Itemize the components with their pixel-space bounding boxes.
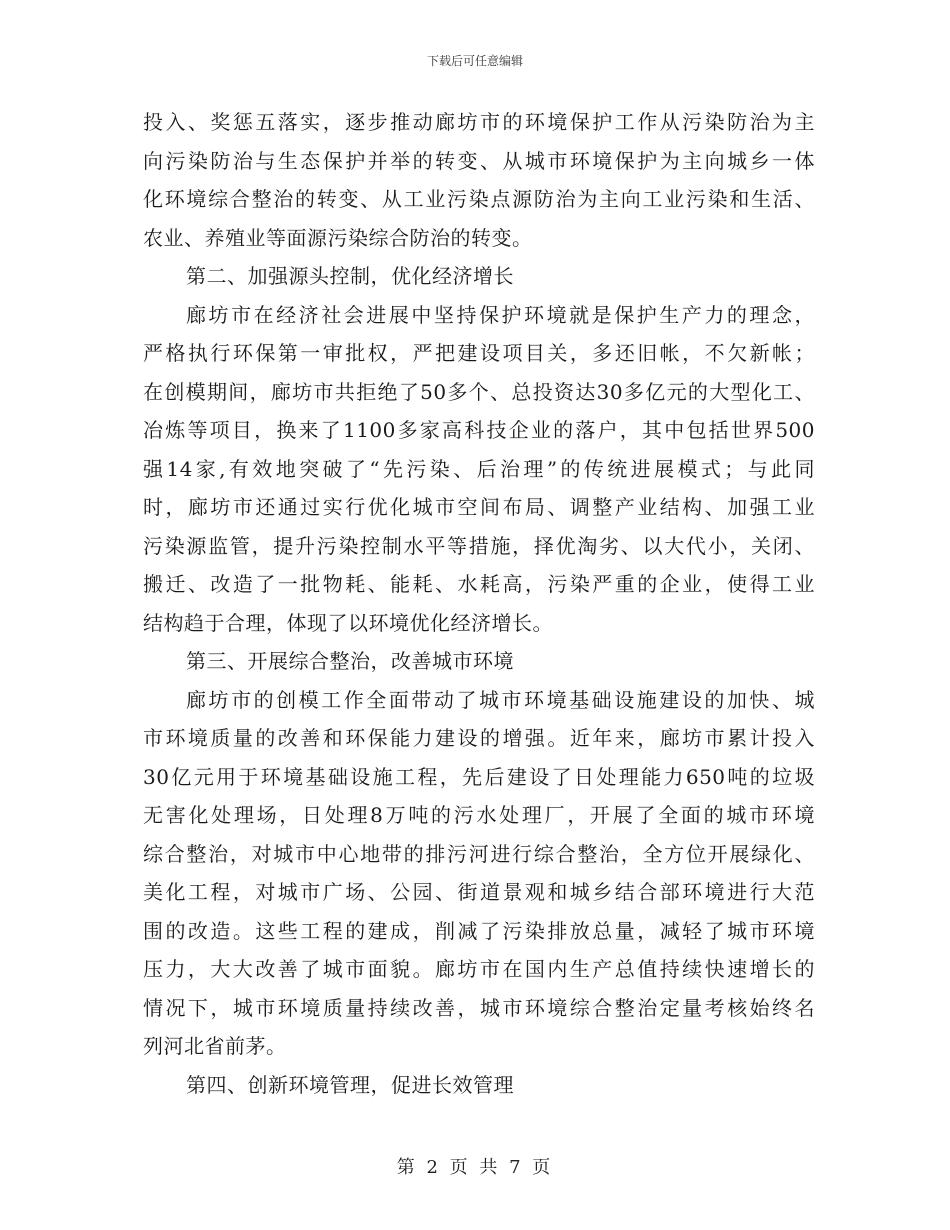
text-line: 情况下，城市环境质量持续改善，城市环境综合整治定量考核始终名 [143, 995, 815, 1020]
text-line: 严格执行环保第一审批权，严把建设项目关，多还旧帐，不欠新帐； [143, 341, 815, 365]
section-heading: 第二、加强源头控制，优化经济增长 [186, 264, 514, 288]
text-line: 围的改造。这些工程的建成，削减了污染排放总量，减轻了城市环境 [143, 918, 815, 943]
page-number: 第 2 页 共 7 页 [396, 1157, 554, 1178]
text-line: 投入、奖惩五落实，逐步推动廊坊市的环境保护工作从污染防治为主 [143, 110, 815, 134]
section-heading: 第四、创新环境管理，促进长效管理 [186, 1072, 514, 1097]
text-line: 廊坊市在经济社会进展中坚持保护环境就是保护生产力的理念， [186, 302, 815, 327]
text-line: 列河北省前茅。 [143, 1034, 287, 1058]
text-line: 污染源监管，提升污染控制水平等措施，择优淘劣、以大代小，关闭、 [143, 533, 815, 558]
text-line: 化环境综合整治的转变、从工业污染点源防治为主向工业污染和生活、 [143, 187, 815, 211]
text-line: 搬迁、改造了一批物耗、能耗、水耗高，污染严重的企业，使得工业 [143, 572, 815, 596]
text-line: 农业、养殖业等面源污染综合防治的转变。 [143, 225, 533, 250]
text-line: 美化工程，对城市广场、公园、街道景观和城乡结合部环境进行大范 [143, 880, 815, 904]
text-line: 冶炼等项目，换来了1100多家高科技企业的落户，其中包括世界500 [143, 418, 815, 442]
section-heading: 第三、开展综合整治，改善城市环境 [186, 649, 514, 673]
text-line: 强14家,有效地突破了“先污染、后治理”的传统进展模式；与此同 [143, 456, 815, 481]
text-line: 向污染防治与生态保护并举的转变、从城市环境保护为主向城乡一体 [143, 148, 815, 173]
text-line: 在创模期间，廊坊市共拒绝了50多个、总投资达30多亿元的大型化工、 [143, 379, 815, 404]
text-line: 综合整治，对城市中心地带的排污河进行综合整治，全方位开展绿化、 [143, 841, 815, 866]
document-body [143, 103, 815, 1104]
text-line: 结构趋于合理，体现了以环境优化经济增长。 [143, 610, 553, 635]
text-line: 廊坊市的创模工作全面带动了城市环境基础设施建设的加快、城 [186, 687, 815, 712]
text-line: 压力，大大改善了城市面貌。廊坊市在国内生产总值持续快速增长的 [143, 957, 815, 981]
page-header: 下载后可任意编辑 [426, 54, 523, 68]
text-line: 30亿元用于环境基础设施工程，先后建设了日处理能力650吨的垃圾 [143, 764, 815, 789]
text-line: 时，廊坊市还通过实行优化城市空间布局、调整产业结构、加强工业 [143, 495, 815, 519]
text-line: 无害化处理场，日处理8万吨的污水处理厂，开展了全面的城市环境 [143, 803, 815, 827]
text-line: 市环境质量的改善和环保能力建设的增强。近年来，廊坊市累计投入 [143, 726, 815, 750]
